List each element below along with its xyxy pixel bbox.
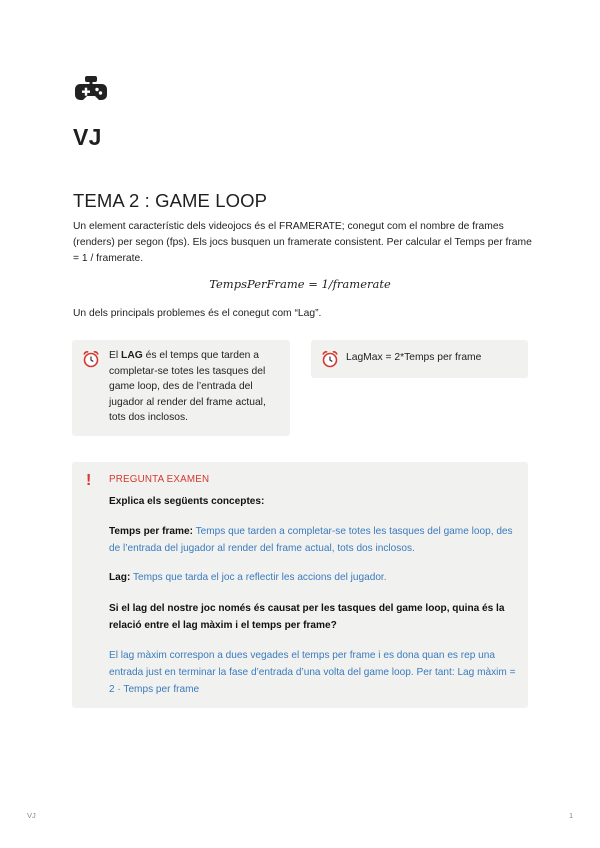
exam-instruction: Explica els següents conceptes: (109, 496, 265, 507)
footer-label: VJ (27, 811, 36, 820)
lagmax-callout-text: LagMax = 2*Temps per frame (346, 352, 482, 363)
lag-callout (72, 340, 290, 436)
lagmax-callout (311, 340, 528, 378)
page-number: 1 (569, 811, 574, 820)
exam-answer-lag: Lag: Temps que tarda el joc a reflectir les accions del jugador. (109, 572, 387, 583)
alarm-clock-icon (82, 350, 100, 368)
exam-question-lag-max: Si el lag del nostre joc només és causat per les tasques del game loop, quina és la relació entre el lag màxim i el temps per frame? (109, 603, 505, 631)
lag-callout-text: El LAG és el temps que tarden a completar-se totes les tasques del game loop, des de l’entrada del jugador al render del frame actual, tots dos inclosos. (109, 350, 266, 423)
formula: TempsPerFrame = 1/framerate (209, 277, 391, 291)
exam-header: PREGUNTA EXAMEN (109, 474, 210, 485)
exam-answer-temps-per-frame: Temps per frame: Temps que tarden a completar-se totes les tasques del game loop, des de l’entrada del jugador al render del frame actual, tots dos inclosos. (109, 526, 513, 554)
page-title: VJ (73, 124, 102, 150)
exam-question-callout (72, 462, 528, 708)
alarm-clock-icon (321, 350, 339, 368)
intro-paragraph: Un element característic dels videojocs és el FRAMERATE; conegut com el nombre de frames (renders) per segon (fps). Els jocs busquen un framerate consistent. Per calcular el Temps per frame = 1 / framerate. (73, 221, 532, 264)
section-heading: TEMA 2 : GAME LOOP (73, 190, 268, 211)
lag-intro-paragraph: Un dels principals problemes és el conegut com “Lag”. (73, 308, 322, 319)
gamepad-icon (74, 74, 108, 102)
exclamation-icon: ! (86, 472, 92, 489)
exam-answer-lag-max: El lag màxim correspon a dues vegades el temps per frame i es dona quan es rep una entrada just en terminar la fase d’entrada d’una volta del game loop. Per tant: Lag màxim = 2 · Temps per frame (109, 650, 516, 695)
